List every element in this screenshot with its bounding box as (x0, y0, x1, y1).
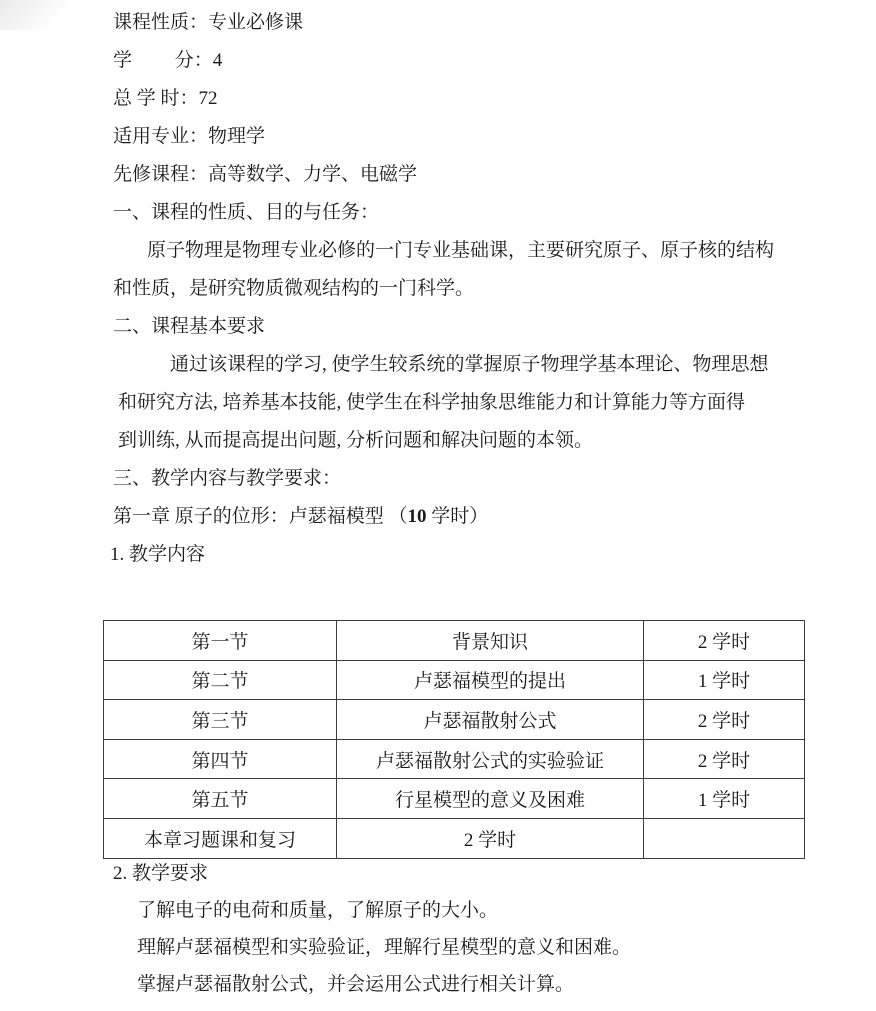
table-cell-topic: 卢瑟福散射公式 (337, 700, 644, 740)
table-cell-topic: 背景知识 (337, 621, 644, 661)
section-1-heading: 一、课程的性质、目的与任务： (113, 202, 380, 223)
table-cell-hours (644, 818, 805, 858)
course-prerequisites-line: 先修课程：高等数学、力学、电磁学 (113, 164, 418, 185)
table-cell-section: 本章习题课和复习 (104, 818, 337, 858)
teaching-content-label: 1. 教学内容 (110, 544, 206, 565)
table-cell-topic: 卢瑟福散射公式的实验验证 (337, 739, 644, 779)
table-cell-topic: 卢瑟福模型的提出 (337, 660, 644, 700)
section-3-heading: 三、教学内容与教学要求： (113, 468, 342, 489)
section-2-paragraph-line-1: 通过该课程的学习, 使学生较系统的掌握原子物理学基本理论、物理思想 (170, 354, 769, 375)
requirement-item-2: 理解卢瑟福模型和实验验证，理解行星模型的意义和困难。 (137, 936, 632, 958)
section-2-paragraph-line-3: 到训练, 从而提高提出问题, 分析问题和解决问题的本领。 (118, 430, 594, 451)
requirement-item-3: 掌握卢瑟福散射公式，并会运用公式进行相关计算。 (137, 973, 575, 995)
table-row (104, 779, 805, 819)
course-major-line: 适用专业：物理学 (113, 126, 266, 147)
section-2-paragraph-line-2: 和研究方法, 培养基本技能, 使学生在科学抽象思维能力和计算能力等方面得 (118, 392, 746, 413)
table-row (104, 818, 805, 858)
requirement-item-1: 了解电子的电荷和质量，了解原子的大小。 (137, 899, 499, 921)
course-total-hours-line: 总 学 时：72 (113, 88, 218, 109)
table-cell-section: 第四节 (104, 739, 337, 779)
table-row (104, 621, 805, 661)
table-cell-hours: 1 学时 (644, 779, 805, 819)
table-cell-section: 第二节 (104, 660, 337, 700)
course-nature-line: 课程性质：专业必修课 (113, 12, 304, 33)
table-cell-hours: 2 学时 (644, 700, 805, 740)
table-row (104, 739, 805, 779)
table-cell-hours: 1 学时 (644, 660, 805, 700)
chapter-1-hours-bold: 10 (407, 506, 427, 527)
teaching-requirements-label: 2. 教学要求 (113, 862, 209, 884)
chapter-1-title-suffix: 学时） (426, 506, 489, 527)
table-row (104, 700, 805, 740)
section-1-paragraph-line-1: 原子物理是物理专业必修的一门专业基础课，主要研究原子、原子核的结构 (147, 240, 775, 261)
table-cell-hours: 2 学时 (644, 739, 805, 779)
table-cell-section: 第一节 (104, 621, 337, 661)
section-2-heading: 二、课程基本要求 (113, 316, 266, 337)
table-cell-section: 第三节 (104, 700, 337, 740)
section-1-paragraph-line-2: 和性质，是研究物质微观结构的一门科学。 (113, 278, 475, 299)
chapter-1-heading (113, 498, 816, 536)
table-cell-hours: 2 学时 (644, 621, 805, 661)
schedule-table (103, 620, 805, 859)
teaching-requirements-block (113, 855, 816, 1003)
table-cell-section: 第五节 (104, 779, 337, 819)
table-cell-topic: 2 学时 (337, 818, 644, 858)
chapter-1-title-prefix: 第一章 原子的位形：卢瑟福模型 （ (113, 506, 408, 527)
table-row (104, 660, 805, 700)
course-credits-line: 学 分：4 (113, 50, 223, 71)
table-cell-topic: 行星模型的意义及困难 (337, 779, 644, 819)
